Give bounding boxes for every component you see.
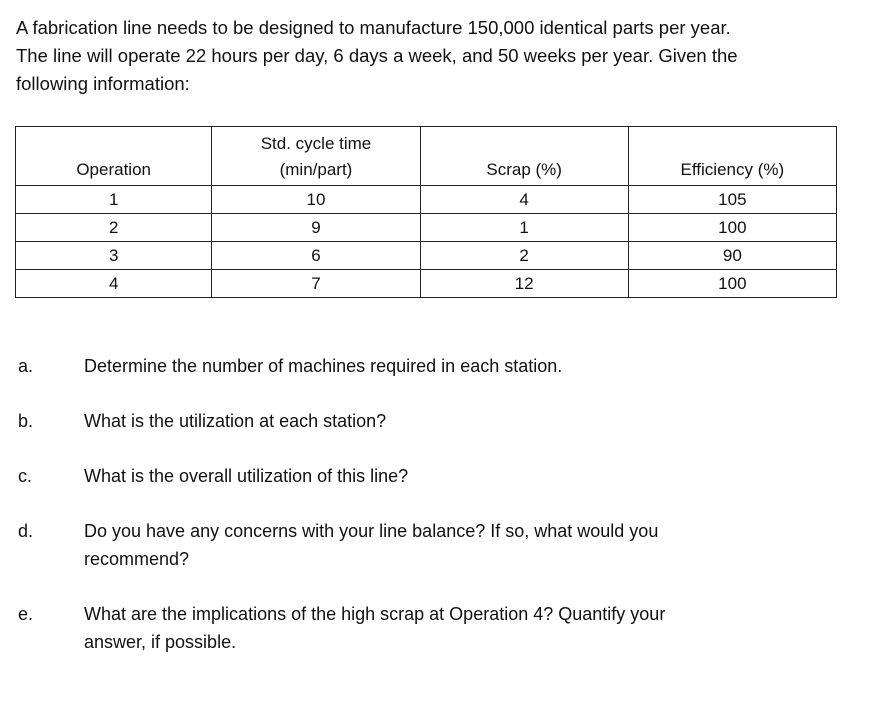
cell-operation: 4 — [16, 270, 212, 298]
cell-scrap: 4 — [420, 186, 628, 214]
cell-scrap: 1 — [420, 214, 628, 242]
header-scrap: Scrap (%) — [420, 127, 628, 186]
cell-operation: 3 — [16, 242, 212, 270]
problem-statement-line: following information: — [16, 73, 190, 94]
cell-cycle-time: 9 — [212, 214, 420, 242]
question-text — [84, 352, 804, 380]
cell-efficiency: 105 — [628, 186, 836, 214]
question-text-line: What is the utilization at each station? — [84, 411, 387, 431]
question-text — [84, 517, 804, 573]
table-row — [16, 186, 837, 214]
table-row — [16, 214, 837, 242]
cell-cycle-time: 10 — [212, 186, 420, 214]
problem-statement — [16, 14, 856, 98]
header-cycle-time — [212, 127, 420, 186]
question-text-line: Determine the number of machines required in each station. — [84, 356, 563, 376]
table-row — [16, 242, 837, 270]
question-letter: b. — [18, 411, 34, 431]
question-text-line: recommend? — [84, 549, 190, 569]
header-efficiency: Efficiency (%) — [628, 127, 836, 186]
header-cycle-time-line2: (min/part) — [279, 160, 353, 179]
cell-operation: 2 — [16, 214, 212, 242]
question-text — [84, 407, 804, 435]
cell-scrap: 2 — [420, 242, 628, 270]
cell-efficiency: 100 — [628, 270, 836, 298]
cell-cycle-time: 6 — [212, 242, 420, 270]
cell-efficiency: 100 — [628, 214, 836, 242]
operations-table — [15, 126, 837, 298]
question-text-line: What are the implications of the high scrap at Operation 4? Quantify your — [84, 604, 666, 624]
table-row — [16, 270, 837, 298]
problem-statement-line: A fabrication line needs to be designed to manufacture 150,000 identical parts per year. — [16, 17, 731, 38]
question-text-line: answer, if possible. — [84, 632, 237, 652]
question-text — [84, 600, 804, 656]
question-letter: d. — [18, 521, 34, 541]
cell-cycle-time: 7 — [212, 270, 420, 298]
header-cycle-time-line1: Std. cycle time — [260, 134, 372, 153]
question-text — [84, 462, 804, 490]
question-text-line: Do you have any concerns with your line balance? If so, what would you — [84, 521, 659, 541]
header-operation: Operation — [16, 127, 212, 186]
table-header-row — [16, 127, 837, 186]
question-letter: a. — [18, 356, 34, 376]
question-letter: c. — [18, 466, 33, 486]
cell-efficiency: 90 — [628, 242, 836, 270]
cell-scrap: 12 — [420, 270, 628, 298]
problem-statement-line: The line will operate 22 hours per day, 6 days a week, and 50 weeks per year. Given the — [16, 45, 738, 66]
cell-operation: 1 — [16, 186, 212, 214]
question-text-line: What is the overall utilization of this line? — [84, 466, 409, 486]
question-letter: e. — [18, 604, 34, 624]
